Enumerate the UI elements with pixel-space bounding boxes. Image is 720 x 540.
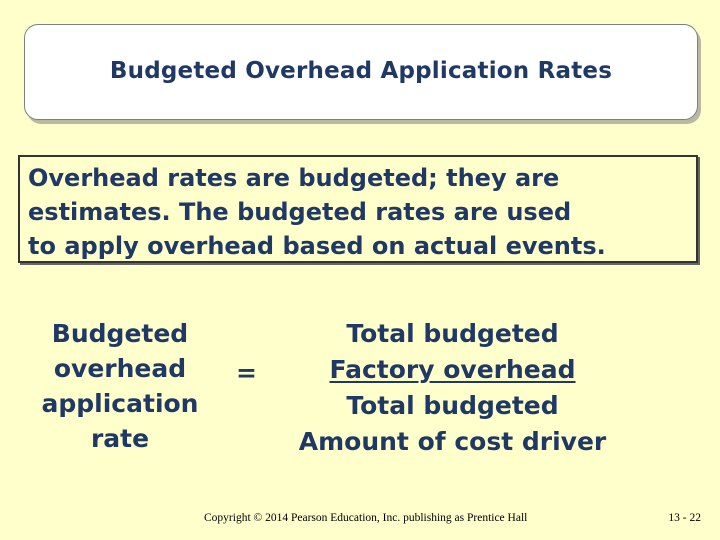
formula-fraction [270, 316, 635, 460]
title-box [24, 24, 698, 120]
lhs-line: Budgeted [51, 319, 189, 348]
intro-line: estimates. The budgeted rates are used [28, 198, 572, 226]
intro-line: Overhead rates are budgeted; they are [28, 164, 560, 192]
denominator-line: Total budgeted [346, 391, 559, 420]
lhs-line: overhead [53, 354, 187, 383]
numerator-line: Total budgeted [346, 319, 559, 348]
copyright-notice: Copyright © 2014 Pearson Education, Inc. publishing as Prentice Hall [204, 512, 528, 524]
slide-number: 13 - 22 [668, 512, 701, 524]
numerator-line-underlined: Factory overhead [329, 355, 576, 384]
intro-line: to apply overhead based on actual events. [28, 232, 606, 260]
slide-title: Budgeted Overhead Application Rates [109, 58, 613, 84]
intro-text-box [18, 155, 698, 263]
denominator-line: Amount of cost driver [298, 427, 607, 456]
equals-sign: = [236, 358, 257, 387]
lhs-line: rate [90, 424, 150, 453]
formula-lhs [20, 316, 220, 456]
lhs-line: application [41, 389, 199, 418]
